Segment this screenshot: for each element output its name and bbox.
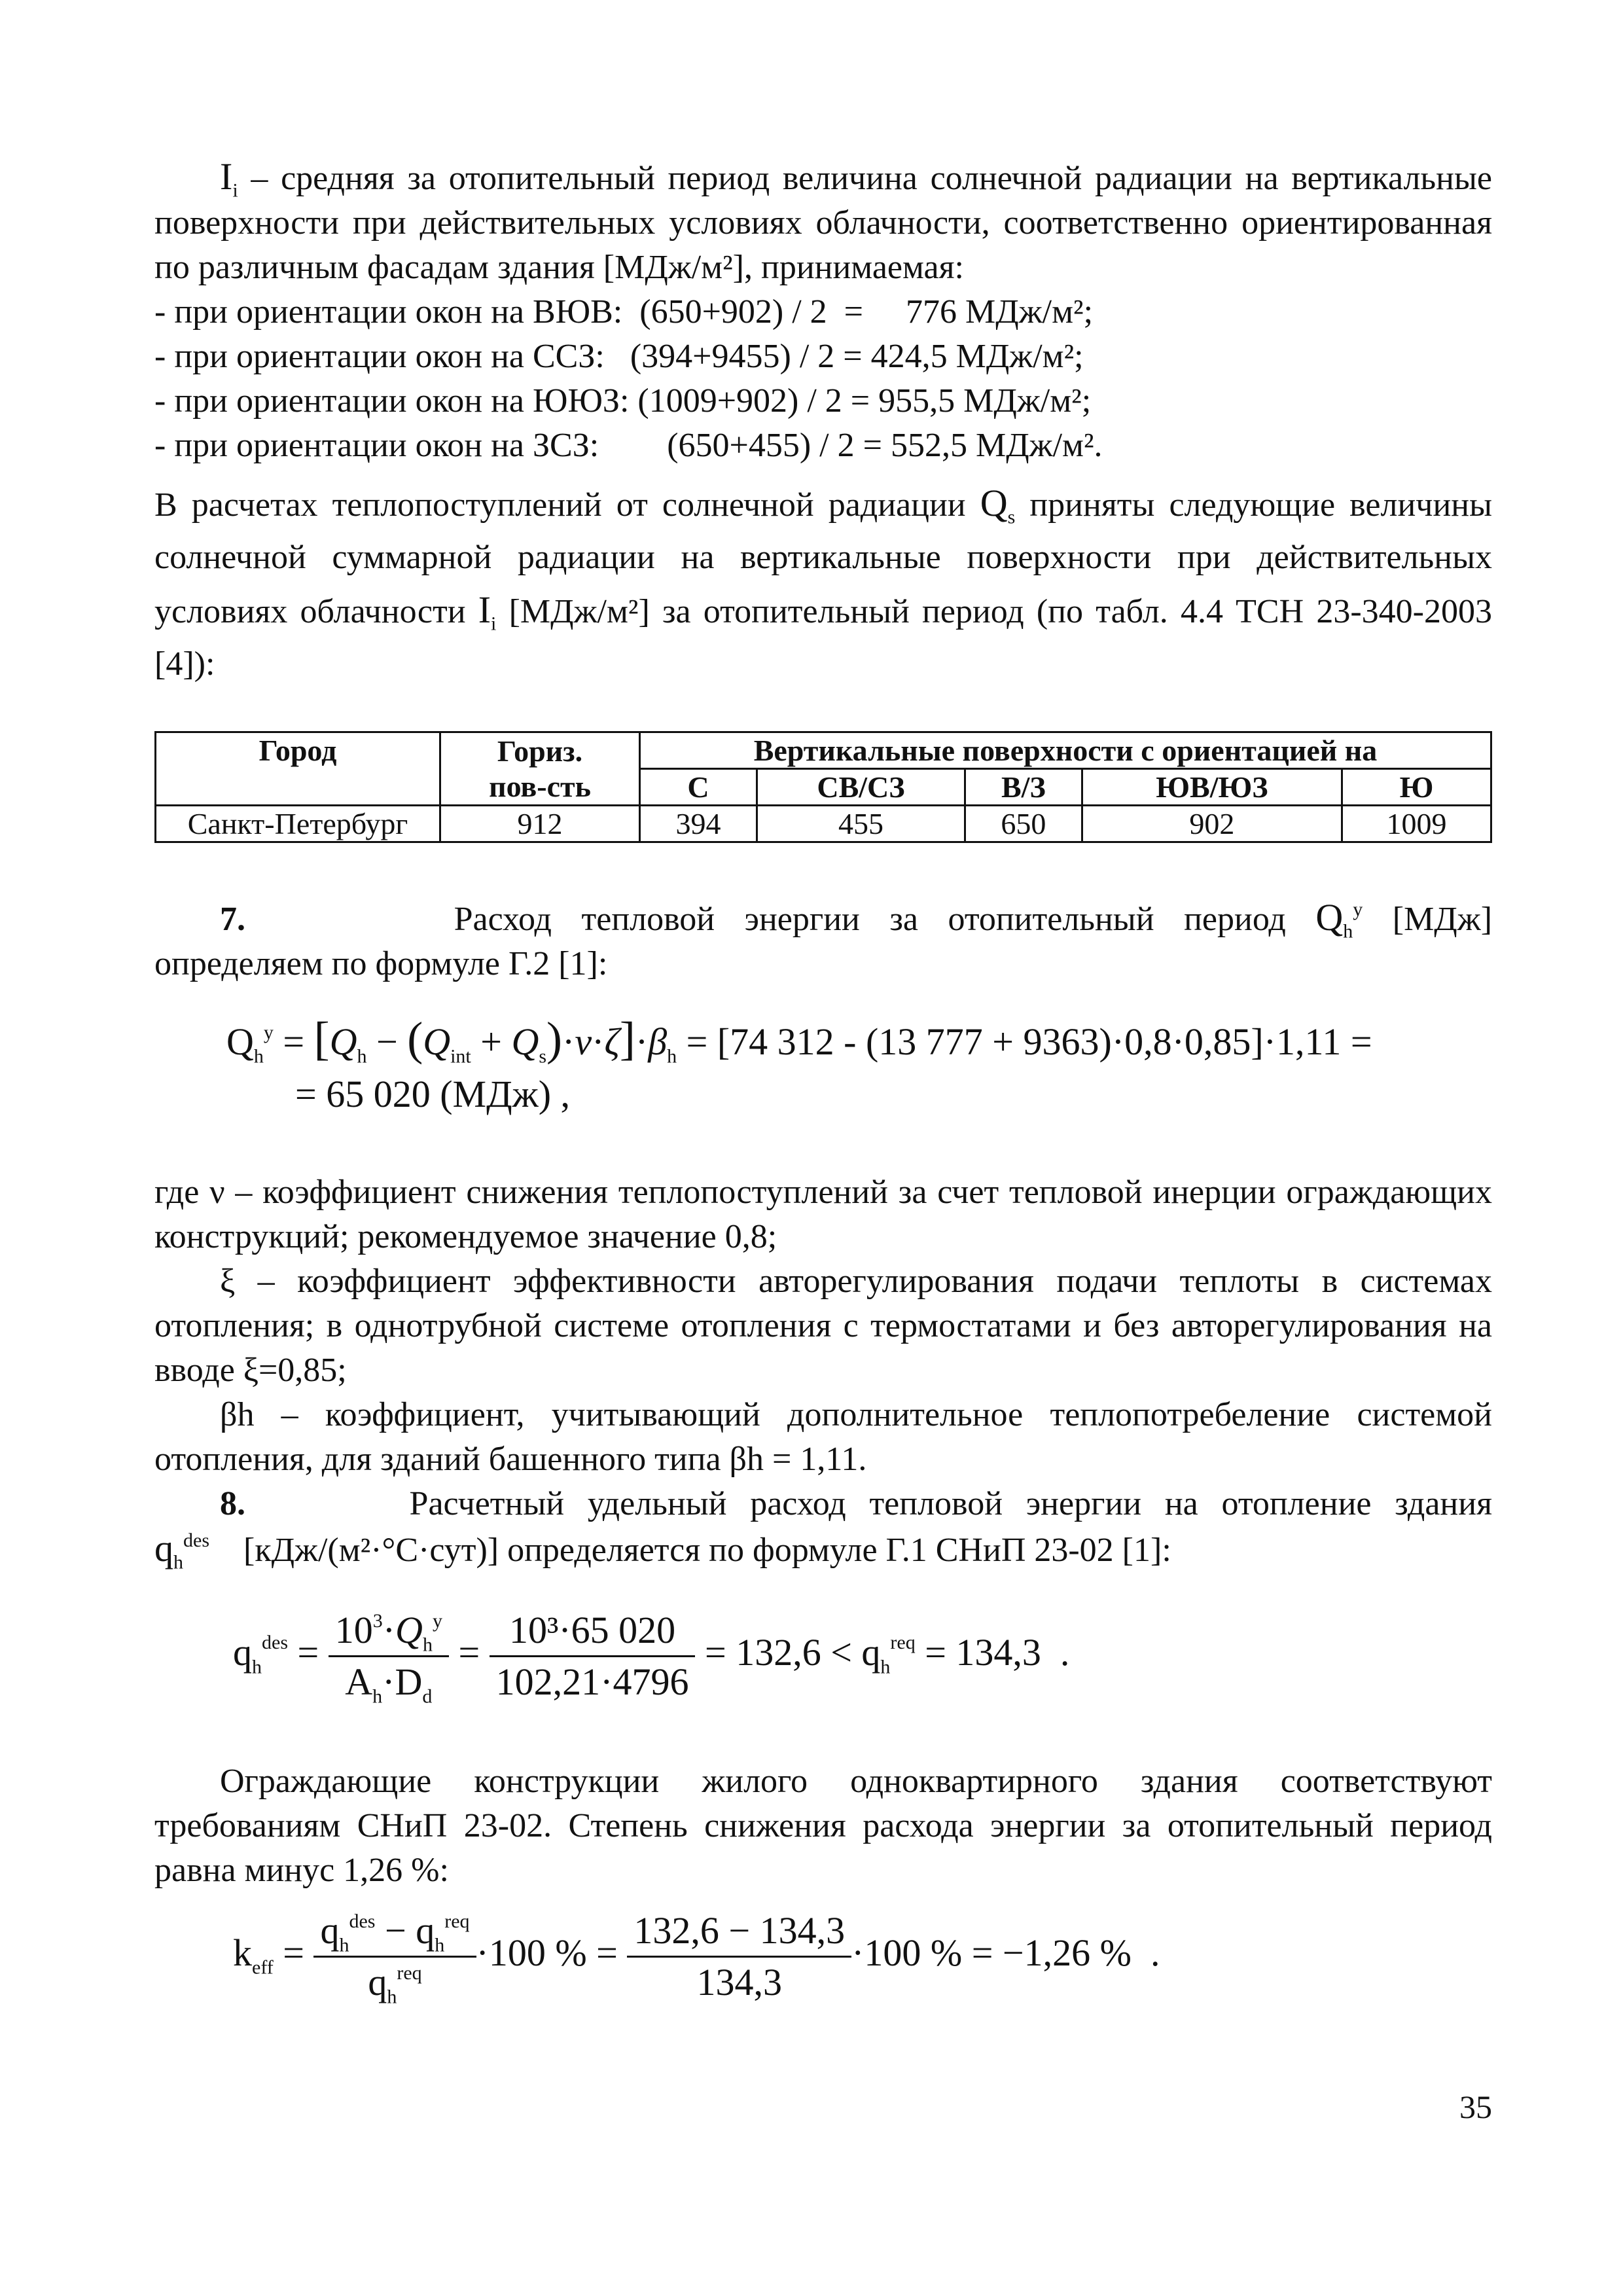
where-xi: ξ – коэффициент эффективности авторегулирования подачи теплоты в системах отопления; в однотрубной системе отопления с термостатами и без авторегулирования на вводе ξ=0,85; xyxy=(154,1263,1492,1389)
formula-q-req-value: = 134,3 . xyxy=(925,1630,1070,1674)
formula-q-des-den: 102,21·4796 xyxy=(495,1660,689,1703)
orientation-line: - при ориентации окон на ЗСЗ: (650+455) / 2 = 552,5 МДж/м². xyxy=(154,427,1103,464)
header-dir: СВ/СЗ xyxy=(757,769,965,806)
table-cell: 394 xyxy=(640,806,757,842)
section-8-text: Расчетный удельный расход тепловой энергии на отопление здания xyxy=(409,1485,1493,1522)
calc-text-b: приняты следующие величины солнечной суммарной радиации на вертикальные поверхности при действительных условиях облачности xyxy=(154,486,1493,630)
orientation-line: - при ориентации окон на ВЮВ: (650+902) / 2 = 776 МДж/м²; xyxy=(154,293,1094,331)
formula-k-eff-num: 132,6 − 134,3 xyxy=(627,1906,851,1958)
intro-symbol: I xyxy=(220,155,233,198)
ii-sub: i xyxy=(491,613,497,635)
header-city: Город xyxy=(156,732,440,806)
page-number: 35 xyxy=(1459,2089,1492,2125)
table-cell: 1009 xyxy=(1342,806,1491,842)
header-dir: ЮВ/ЮЗ xyxy=(1082,769,1342,806)
calc-text-a: В расчетах теплопоступлений от солнечной радиации xyxy=(154,486,966,524)
formula-q-des: $q_h^{des}$ = $\frac{10^3\cdot Q_h^y}{A_h\cdot D_d}$ = $\frac{\text{10³·65 020}}{102,21\cdot 4796}$ = $132,6 < q_h^{req} = 134,3$ . xyxy=(233,1605,1492,1707)
table-cell: 912 xyxy=(440,806,640,842)
header-vertical: Вертикальные поверхности с ориентацией на xyxy=(640,732,1491,769)
formula-q-hy: $Q_h^y = [Q_h - (Q_{int} + Q_s)\cdot\nu\cdot\zeta]\cdot\beta_h = [74$ 312 - (13 777 + 9363)·0,8·0,85]·1,11 = xyxy=(226,1013,1372,1067)
section-8-heading xyxy=(154,1482,1492,1526)
calc-text-c: [МДж/м²] за отопительный период (по табл. 4.4 ТСН 23-340-2003 [4]): xyxy=(154,593,1492,683)
table-cell: 902 xyxy=(1082,806,1342,842)
header-horiz-1: Гориз. xyxy=(440,732,640,769)
formula-k-eff: $k_{eff}$ = $\frac{q_h^{des} - q_h^{req}}{q_h^{req}}$ ·100 % = $\frac{132,6 - 134,3}{134,3}$ ·100 % = −1,26 % . xyxy=(233,1906,1492,2007)
section-8-unit: [кДж/(м²·°С·сут)] определяется по формуле Г.1 СНиП 23-02 [1]: xyxy=(243,1532,1171,1569)
conclusion-paragraph: Ограждающие конструкции жилого одноквартирного здания соответствуют требованиям СНиП 23-02. Степень снижения расхода энергии за отопительный период равна минус 1,26 %: xyxy=(154,1763,1492,1889)
header-dir: Ю xyxy=(1342,769,1491,806)
formula-q-des-result: = 132,6 < xyxy=(704,1630,852,1674)
table-cell: 650 xyxy=(965,806,1082,842)
formula-k-eff-pct1: ·100 % = xyxy=(476,1931,618,1974)
table-row xyxy=(156,806,1491,842)
section-7-heading: 7. Расход тепловой энергии за отопительный период $Q_h^y$ [МДж] xyxy=(220,896,1493,942)
formula-q-hy-result: = 65 020 (МДж) , xyxy=(295,1073,571,1115)
page-content xyxy=(154,154,1492,2007)
section-7-text2: определяем по формуле Г.2 [1]: xyxy=(154,945,608,982)
header-dir: С xyxy=(640,769,757,806)
where-beta: βh – коэффициент, учитывающий дополнительное теплопотребеление системой отопления, для зданий башенного типа βh = 1,11. xyxy=(154,1396,1492,1478)
intro-text: – средняя за отопительный период величина солнечной радиации на вертикальные поверхности при действительных условиях облачности, соответственно ориентированная по различным фасадам здания [МДж/м²], принимаемая: xyxy=(154,160,1492,286)
where-nu: где ν – коэффициент снижения теплопоступлений за счет тепловой инерции ограждающих конструкций; рекомендуемое значение 0,8; xyxy=(154,1174,1492,1255)
formula-q-hy-values: = [74 312 - (13 777 + 9363)·0,8·0,85]·1,11 = xyxy=(686,1020,1372,1063)
formula-q-des-num: 10³·65 020 xyxy=(490,1605,696,1657)
ii-symbol: I xyxy=(478,588,491,631)
header-horiz-2: пов-сть xyxy=(440,769,640,806)
qs-sub: s xyxy=(1007,506,1016,528)
header-dir: В/З xyxy=(965,769,1082,806)
section-8-number: 8. xyxy=(220,1485,245,1522)
qs-symbol: Q xyxy=(980,482,1008,524)
section-7-unit: [МДж] xyxy=(1392,901,1493,938)
radiation-table xyxy=(154,731,1492,843)
orientation-list xyxy=(154,290,1492,468)
formula-k-eff-den: 134,3 xyxy=(696,1961,782,2003)
section-7-text: Расход тепловой энергии за отопительный период xyxy=(454,901,1286,938)
calc-paragraph xyxy=(154,477,1492,691)
section-8-unit-line: $q_h^{des}$ [кДж/(м²·°С·сут)] определяется по формуле Г.1 СНиП 23-02 [1]: xyxy=(154,1527,1171,1573)
orientation-line: - при ориентации окон на ЮЮЗ: (1009+902) / 2 = 955,5 МДж/м²; xyxy=(154,382,1092,420)
table-cell: Санкт-Петербург xyxy=(156,806,440,842)
intro-paragraph xyxy=(154,154,1492,290)
orientation-line: - при ориентации окон на ССЗ: (394+9455) / 2 = 424,5 МДж/м²; xyxy=(154,338,1084,375)
section-7-number: 7. xyxy=(220,901,245,938)
intro-symbol-sub: i xyxy=(232,179,238,202)
formula-k-eff-result: ·100 % = −1,26 % . xyxy=(851,1931,1160,1974)
table-cell: 455 xyxy=(757,806,965,842)
